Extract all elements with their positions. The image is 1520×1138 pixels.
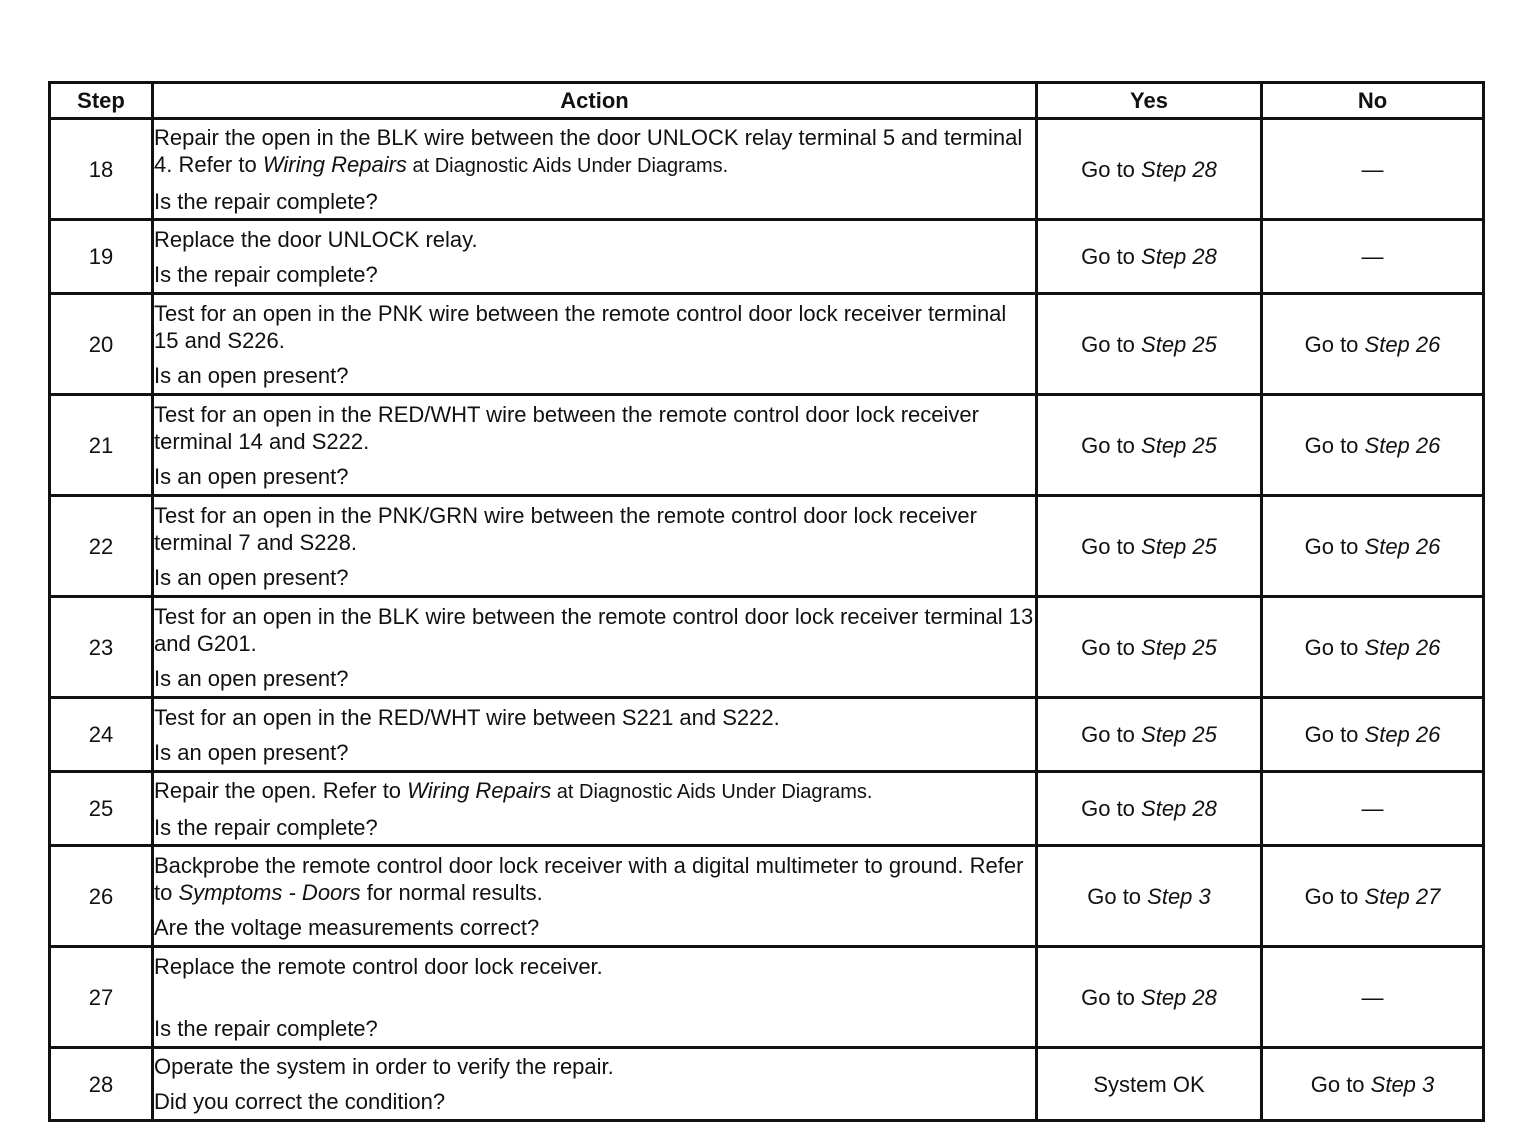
- no-prefix: Go to: [1304, 722, 1365, 747]
- action-description: Replace the remote control door lock receiver.: [154, 953, 603, 979]
- table-header-row: [50, 83, 1484, 119]
- table-row: [50, 220, 1484, 294]
- yes-step: Step 28: [1141, 156, 1217, 182]
- action-description: [154, 852, 1035, 906]
- action-text: Repair the open in the BLK wire between the door UNLOCK relay terminal 5 and terminal 4. Refer to: [154, 124, 1023, 177]
- yes-cell: [1037, 698, 1262, 772]
- action-question: Is an open present?: [154, 463, 349, 489]
- header-step: Step: [50, 83, 153, 119]
- yes-prefix: Go to: [1081, 533, 1142, 559]
- action-text-tail: for normal results.: [360, 879, 543, 905]
- action-cell: [153, 119, 1037, 220]
- action-question: Is the repair complete?: [154, 188, 378, 214]
- action-cell: [153, 947, 1037, 1048]
- action-description: Operate the system in order to verify the repair.: [154, 1054, 614, 1079]
- step-number: 21: [50, 395, 153, 496]
- yes-cell: [1037, 947, 1262, 1048]
- table-row: [50, 947, 1484, 1048]
- no-step: Step 26: [1364, 722, 1441, 747]
- action-question: Is an open present?: [154, 739, 349, 765]
- no-cell: [1262, 220, 1484, 294]
- yes-step: Step 28: [1141, 984, 1217, 1010]
- table-row: [50, 597, 1484, 698]
- no-cell: [1262, 846, 1484, 947]
- reference-link-text: Symptoms - Doors: [178, 879, 361, 905]
- no-step: Step 3: [1370, 1071, 1435, 1097]
- reference-link-text: Wiring Repairs: [262, 151, 407, 177]
- yes-step: Step 3: [1147, 883, 1211, 909]
- action-question: Is an open present?: [154, 665, 349, 691]
- no-cell: [1262, 395, 1484, 496]
- yes-prefix: Go to: [1081, 984, 1142, 1010]
- no-cell: [1262, 119, 1484, 220]
- no-cell: [1262, 1048, 1484, 1121]
- action-text-tail: at Diagnostic Aids Under Diagrams.: [406, 154, 729, 177]
- no-step: Step 26: [1364, 634, 1441, 660]
- action-question: Is the repair complete?: [154, 261, 378, 287]
- yes-prefix: Go to: [1081, 432, 1142, 458]
- no-cell: [1262, 496, 1484, 597]
- no-prefix: Go to: [1304, 533, 1365, 559]
- action-description: Test for an open in the PNK wire between the remote control door lock receiver terminal 15 and S226.: [154, 300, 1007, 353]
- yes-cell: [1037, 846, 1262, 947]
- yes-step: Step 25: [1141, 331, 1217, 357]
- yes-prefix: Go to: [1081, 244, 1142, 269]
- action-cell: [153, 1048, 1037, 1121]
- action-cell: [153, 395, 1037, 496]
- action-cell: [153, 698, 1037, 772]
- yes-step: Step 25: [1141, 722, 1217, 747]
- yes-prefix: Go to: [1081, 796, 1142, 821]
- action-cell: [153, 597, 1037, 698]
- table-row: [50, 846, 1484, 947]
- no-cell: [1262, 947, 1484, 1048]
- yes-step: Step 28: [1141, 244, 1217, 269]
- no-prefix: Go to: [1310, 1071, 1371, 1097]
- no-step: Step 26: [1364, 331, 1441, 357]
- action-description: Test for an open in the PNK/GRN wire between the remote control door lock receiver terminal 7 and S228.: [154, 502, 977, 555]
- yes-cell: [1037, 220, 1262, 294]
- header-action: Action: [153, 83, 1037, 119]
- step-number: 19: [50, 220, 153, 294]
- yes-prefix: Go to: [1081, 331, 1142, 357]
- action-cell: [153, 220, 1037, 294]
- yes-step: Step 28: [1141, 796, 1217, 821]
- yes-cell: [1037, 119, 1262, 220]
- yes-prefix: Go to: [1087, 883, 1148, 909]
- action-cell: [153, 846, 1037, 947]
- action-text-tail: at Diagnostic Aids Under Diagrams.: [551, 780, 873, 803]
- no-dash: —: [1361, 796, 1384, 821]
- reference-link-text: Wiring Repairs: [407, 777, 552, 803]
- yes-step: Step 25: [1141, 432, 1217, 458]
- table-row: [50, 772, 1484, 846]
- action-description: Test for an open in the BLK wire between the remote control door lock receiver terminal 13 and G201.: [154, 603, 1034, 656]
- table-row: [50, 698, 1484, 772]
- action-description: [154, 124, 1035, 180]
- header-no: No: [1262, 83, 1484, 119]
- step-number: 25: [50, 772, 153, 846]
- yes-prefix: Go to: [1081, 722, 1142, 747]
- step-number: 26: [50, 846, 153, 947]
- action-text: Repair the open. Refer to: [154, 777, 408, 803]
- no-dash: —: [1361, 156, 1384, 182]
- step-number: 24: [50, 698, 153, 772]
- action-text: Backprobe the remote control door lock receiver with a digital multimeter to ground. Refer to: [154, 852, 1024, 905]
- no-cell: [1262, 597, 1484, 698]
- yes-cell: [1037, 395, 1262, 496]
- no-step: Step 27: [1364, 883, 1441, 909]
- step-number: 23: [50, 597, 153, 698]
- no-dash: —: [1361, 984, 1384, 1010]
- no-prefix: Go to: [1304, 331, 1365, 357]
- action-question: Is the repair complete?: [154, 1015, 378, 1041]
- yes-step: Step 25: [1141, 634, 1217, 660]
- no-dash: —: [1361, 244, 1384, 269]
- step-number: 22: [50, 496, 153, 597]
- action-cell: [153, 496, 1037, 597]
- action-question: Are the voltage measurements correct?: [154, 914, 540, 940]
- action-question: Is an open present?: [154, 362, 349, 388]
- table-row: [50, 395, 1484, 496]
- no-prefix: Go to: [1304, 432, 1365, 458]
- yes-cell: [1037, 597, 1262, 698]
- yes-cell: [1037, 294, 1262, 395]
- step-number: 27: [50, 947, 153, 1048]
- action-cell: [153, 294, 1037, 395]
- no-prefix: Go to: [1304, 634, 1365, 660]
- diagnostic-table: [48, 81, 1485, 1122]
- action-cell: [153, 772, 1037, 846]
- header-yes: Yes: [1037, 83, 1262, 119]
- yes-cell: [1037, 496, 1262, 597]
- table-row: [50, 496, 1484, 597]
- yes-prefix: Go to: [1081, 156, 1142, 182]
- yes-text: System OK: [1093, 1071, 1205, 1097]
- no-cell: [1262, 772, 1484, 846]
- action-description: Replace the door UNLOCK relay.: [154, 226, 478, 252]
- step-number: 20: [50, 294, 153, 395]
- action-question: Did you correct the condition?: [154, 1089, 446, 1114]
- no-step: Step 26: [1364, 533, 1441, 559]
- table-row: [50, 1048, 1484, 1121]
- step-number: 18: [50, 119, 153, 220]
- yes-cell: [1037, 772, 1262, 846]
- yes-cell: [1037, 1048, 1262, 1121]
- action-question: Is an open present?: [154, 564, 349, 590]
- action-question: Is the repair complete?: [154, 814, 378, 840]
- table-row: [50, 294, 1484, 395]
- no-cell: [1262, 294, 1484, 395]
- no-step: Step 26: [1364, 432, 1441, 458]
- no-prefix: Go to: [1304, 883, 1365, 909]
- action-description: Test for an open in the RED/WHT wire between S221 and S222.: [154, 704, 780, 730]
- yes-step: Step 25: [1141, 533, 1217, 559]
- yes-prefix: Go to: [1081, 634, 1142, 660]
- table-row: [50, 119, 1484, 220]
- action-description: [154, 777, 1035, 806]
- step-number: 28: [50, 1048, 153, 1121]
- no-cell: [1262, 698, 1484, 772]
- action-description: Test for an open in the RED/WHT wire between the remote control door lock receiver terminal 14 and S222.: [154, 401, 979, 454]
